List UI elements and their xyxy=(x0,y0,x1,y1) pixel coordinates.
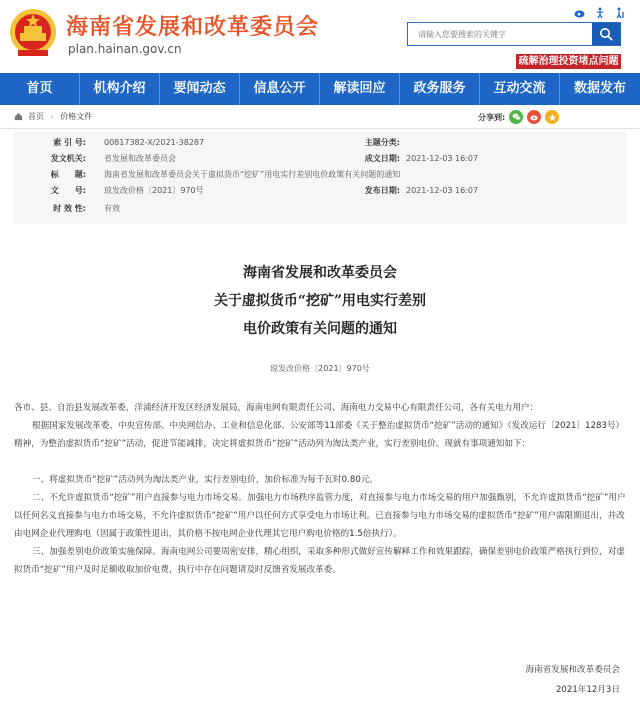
meta-row-validity xyxy=(14,202,626,216)
site-name[interactable]: 海南省发展和改革委员会 xyxy=(66,14,320,40)
article-title-line-2: 关于虚拟货币“挖矿”用电实行差别 xyxy=(213,293,427,309)
signature-date: 2021年12月3日 xyxy=(555,685,620,695)
search-button[interactable] xyxy=(592,23,620,45)
nav-item-home[interactable]: 首页 xyxy=(0,73,80,105)
breadcrumb-separator: › xyxy=(50,112,54,121)
article-paragraph-4: 三、加强差别电价政策实施保障。海南电网公司要周密安排，精心组织，采取多种形式做好宣传解释工作和效果跟踪，确保差别电价政策严格执行到位，对虚拟货币“挖矿”用户及时足额收取加价电费，执行中存在问题请及时反馈省发展改革委。 xyxy=(14,547,625,575)
meta-index-label: 索 引 号: xyxy=(53,138,86,147)
meta-pubdate-label: 发布日期: xyxy=(364,186,400,195)
site-url: plan.hainan.gov.cn xyxy=(68,42,182,56)
breadcrumb-home[interactable]: 首页 xyxy=(28,112,44,121)
nav-item-interpretation[interactable]: 解读回应 xyxy=(320,73,400,105)
article-title-line-3: 电价政策有关问题的通知 xyxy=(243,321,397,337)
meta-index-value: 00817382-X/2021-38287 xyxy=(104,138,205,147)
accessibility-icon[interactable] xyxy=(594,4,606,16)
elder-mode-icon[interactable] xyxy=(614,4,626,16)
meta-validity-value: 有效 xyxy=(104,204,120,213)
meta-row-title xyxy=(14,168,626,182)
home-icon xyxy=(14,112,23,121)
meta-docno-value: 琼发改价格〔2021〕970号 xyxy=(104,186,204,195)
meta-date-value: 2021-12-03 16:07 xyxy=(406,154,479,163)
meta-publisher-label: 发文机关: xyxy=(50,154,86,163)
nav-item-interaction[interactable]: 互动交流 xyxy=(480,73,560,105)
meta-publisher-value: 省发展和改革委员会 xyxy=(104,154,176,163)
search-icon xyxy=(599,27,613,41)
wechat-icon[interactable] xyxy=(509,110,523,124)
share-label: 分享到: xyxy=(478,112,506,122)
article-docno: 琼发改价格〔2021〕970号 xyxy=(270,364,370,373)
search-box xyxy=(407,22,621,46)
nav-item-news[interactable]: 要闻动态 xyxy=(160,73,240,105)
article-paragraph-2: 一、将虚拟货币“挖矿”活动列为淘汰类产业，实行差别电价，加价标准为每千瓦时0.80元。 xyxy=(32,475,379,485)
meta-row-docno xyxy=(14,184,626,198)
top-icons xyxy=(574,4,626,16)
breadcrumb xyxy=(0,105,640,129)
signature-org: 海南省发展和改革委员会 xyxy=(525,665,620,675)
article-paragraph-3: 二、不允许虚拟货币“挖矿”用户直接参与电力市场交易。加强电力市场秩序监管力度，对直接参与电力市场交易的用户加强甄别，不允许虚拟货币“挖矿”用户以任何名义直接参与电力市场交易，不允许虚拟货币“挖矿”用户以任何方式享受电力市场让利。已直接参与电力市场交易的虚拟货币“挖矿”用户需限期退出，并改由电网企业代理购电（因属于政策性退出，其价格不按电网企业代理其它用户购电价格的1.5倍执行）。 xyxy=(14,493,626,539)
nav-item-services[interactable]: 政务服务 xyxy=(400,73,480,105)
article-title-line-1: 海南省发展和改革委员会 xyxy=(243,265,397,281)
meta-date-label: 成文日期: xyxy=(364,154,400,163)
search-input[interactable] xyxy=(408,23,592,45)
national-emblem-icon xyxy=(8,6,58,60)
nav-item-about[interactable]: 机构介绍 xyxy=(80,73,160,105)
meta-pubdate-value: 2021-12-03 16:07 xyxy=(406,186,479,195)
meta-docno-label: 文 号: xyxy=(50,186,86,195)
meta-row-index xyxy=(14,136,626,150)
meta-validity-label: 时 效 性: xyxy=(53,204,86,213)
weibo-icon[interactable] xyxy=(574,4,586,16)
main-nav xyxy=(0,73,640,105)
nav-item-data[interactable]: 数据发布 xyxy=(573,81,626,96)
article-recipients: 各市、县、自治县发展改革委，洋浦经济开发区经济发展局，海南电网有限责任公司、海南电力交易中心有限责任公司，各有关电力用户： xyxy=(14,403,539,413)
topic-banner-link[interactable]: 疏解治理投资堵点问题 xyxy=(516,54,621,69)
meta-subject-label: 主题分类: xyxy=(364,138,400,147)
document-meta xyxy=(14,132,626,224)
meta-title-label: 标 题: xyxy=(50,170,86,179)
meta-title-value: 海南省发展和改革委员会关于虚拟货币“挖矿”用电实行差别电价政策有关问题的通知 xyxy=(104,170,401,179)
weibo-share-icon[interactable] xyxy=(527,110,541,124)
qzone-icon[interactable] xyxy=(545,110,559,124)
article-paragraph-1: 根据国家发展改革委、中央宣传部、中央网信办、工业和信息化部、公安部等11部委《关于整治虚拟货币“挖矿”活动的通知》（发改运行〔2021〕1283号）精神，为整治虚拟货币“挖矿”活动，促进节能减排，决定将虚拟货币“挖矿”活动列为淘汰类产业，实行差别电价。现就有事项通知如下： xyxy=(14,421,625,449)
share-bar xyxy=(478,110,559,124)
meta-row-publisher xyxy=(14,152,626,166)
breadcrumb-current[interactable]: 价格文件 xyxy=(60,112,93,121)
nav-item-disclosure[interactable]: 信息公开 xyxy=(240,73,320,105)
site-header xyxy=(0,0,640,72)
